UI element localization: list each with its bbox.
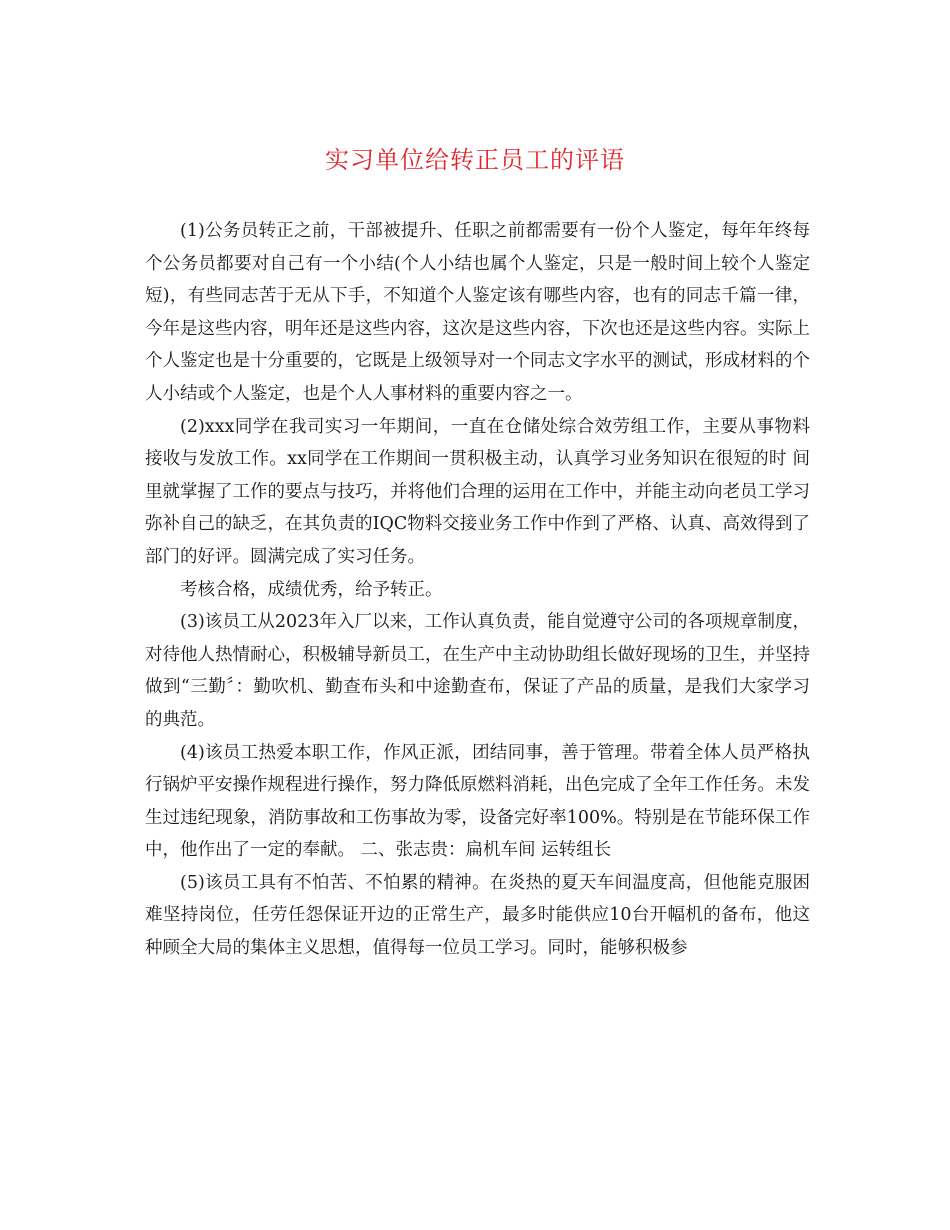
document-title: 实习单位给转正员工的评语 bbox=[325, 146, 625, 174]
paragraph-1: (1)公务员转正之前，干部被提升、任职之前都需要有一份个人鉴定，每年年终每个公务员都要对自己有一个小结(个人小结也属个人鉴定，只是一般时间上较个人鉴定短)，有些同志苦于无从下手，不知道个人鉴定该有哪些内容，也有的同志千篇一律，今年是这些内容，明年还是这些内容，这次是这些内容，下次也还是这些内容。实际上个人鉴定也是十分重要的，它既是上级领导对一个同志文字水平的测试，形成材料的个人小结或个人鉴定，也是个人人事材料的重要内容之一。 bbox=[145, 221, 810, 404]
paragraph-6: (5)该员工具有不怕苦、不怕累的精神。在炎热的夏天车间温度高，但他能克服困难坚持岗位，任劳任怨保证开边的正常生产，最多时能供应10台开幅机的备布，他这种顾全大局的集体主义思想，值得每一位员工学习。同时，能够积极参 bbox=[145, 872, 810, 959]
paragraph-3: 考核合格，成绩优秀，给予转正。 bbox=[180, 579, 443, 600]
document-body bbox=[145, 215, 810, 965]
paragraph-5: (4)该员工热爱本职工作，作风正派，团结同事，善于管理。带着全体人员严格执行锅炉平安操作规程进行操作，努力降低原燃料消耗，出色完成了全年工作任务。未发生过违纪现象，消防事故和工伤事故为零，设备完好率100%。特别是在节能环保工作中，他作出了一定的奉献。 二、张志贵：扁机车间 运转组长 bbox=[145, 742, 810, 861]
paragraph-4: (3)该员工从2023年入厂以来，工作认真负责，能自觉遵守公司的各项规章制度，对待他人热情耐心，积极辅导新员工，在生产中主动协助组长做好现场的卫生，并坚持做到“三勤〞：勤吹机、勤查布头和中途勤查布，保证了产品的质量，是我们大家学习的典范。 bbox=[145, 612, 810, 730]
paragraph-2: (2)xxx同学在我司实习一年期间，一直在仓储处综合效劳组工作，主要从事物料接收与发放工作。xx同学在工作期间一贯积极主动，认真学习业务知识在很短的时 间里就掌握了工作的要点与技巧，并将他们合理的运用在工作中，并能主动向老员工学习弥补自己的缺乏，在其负责的IQC物料交接业务工作中作到了严格、认真、高效得到了部门的好评。圆满完成了实习任务。 bbox=[145, 416, 810, 567]
